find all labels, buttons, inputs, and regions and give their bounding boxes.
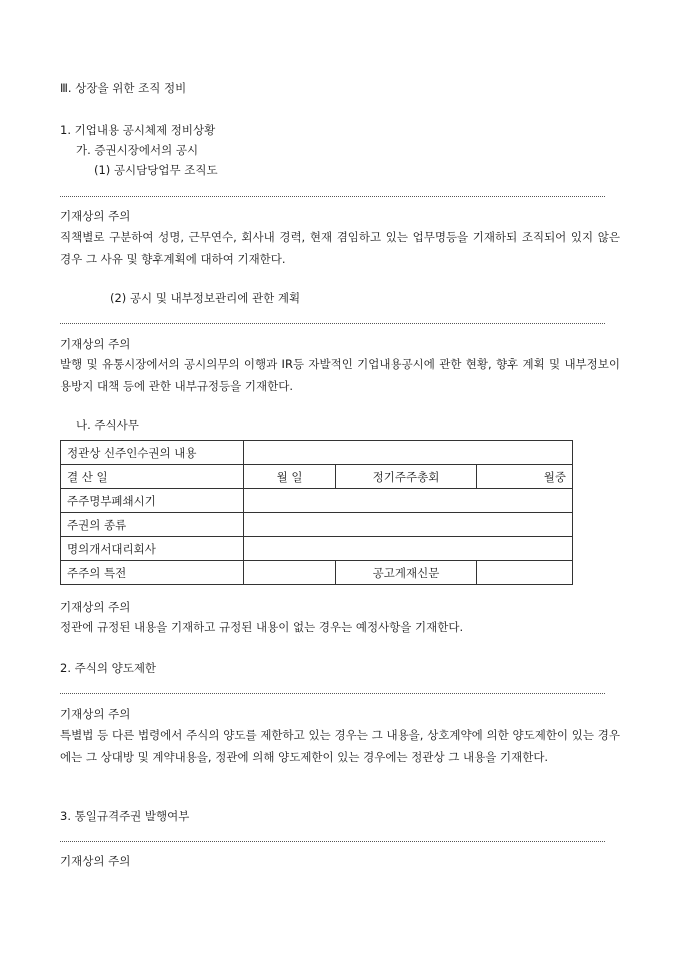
table-cell <box>244 537 573 561</box>
table-cell-meeting: 정기주주총회 <box>336 465 477 489</box>
note-heading: 기재상의 주의 <box>60 707 131 721</box>
table-cell <box>244 513 573 537</box>
table-label: 주주명부폐쇄시기 <box>61 489 244 513</box>
item2-title: 2. 주식의 양도제한 <box>60 661 157 675</box>
note-heading: 기재상의 주의 <box>60 209 131 223</box>
stock-affairs-table <box>60 440 573 585</box>
table-cell <box>244 489 573 513</box>
note-body: 특별법 등 다른 법령에서 주식의 양도를 제한하고 있는 경우는 그 내용을, 상호계약에 의한 양도제한이 있는 경우에는 그 상대방 및 계약내용을, 정관에 의해 양도제한이 있는 경우에는 정관상 그 내용을 기재한다. <box>60 728 620 764</box>
table-cell-date: 월 일 <box>244 465 336 489</box>
table-label: 주주의 특전 <box>61 561 244 585</box>
table-label: 정관상 신주인수권의 내용 <box>61 441 244 465</box>
note-body: 발행 및 유통시장에서의 공시의무의 이행과 IR등 자발적인 기업내용공시에 관한 현황, 향후 계획 및 내부정보이용방지 대책 등에 관한 내부규정등을 기재한다. <box>60 357 620 393</box>
note-body: 직책별로 구분하여 성명, 근무연수, 회사내 경력, 현재 겸임하고 있는 업무명등을 기재하되 조직되어 있지 않은 경우 그 사유 및 향후계획에 대하여 기재한다. <box>60 230 620 266</box>
table-row <box>61 465 573 489</box>
fill-line <box>60 323 605 324</box>
table-row <box>61 513 573 537</box>
item1-sub-b: 나. 주식사무 <box>76 418 139 432</box>
fill-line <box>60 693 605 694</box>
table-cell-newspaper: 공고게재신문 <box>336 561 477 585</box>
table-row <box>61 489 573 513</box>
table-row <box>61 537 573 561</box>
section-title: Ⅲ. 상장을 위한 조직 정비 <box>60 81 187 95</box>
table-row <box>61 561 573 585</box>
note-body: 정관에 규정된 내용을 기재하고 규정된 내용이 없는 경우는 예정사항을 기재한다. <box>60 620 464 634</box>
fill-line <box>60 841 605 842</box>
table-cell <box>244 441 573 465</box>
fill-line <box>60 196 605 197</box>
item1-sub-a2: (2) 공시 및 내부정보관리에 관한 계획 <box>110 291 301 305</box>
table-cell <box>477 561 573 585</box>
item1-sub-a: 가. 증권시장에서의 공시 <box>76 143 199 157</box>
table-label: 명의개서대리회사 <box>61 537 244 561</box>
table-row <box>61 441 573 465</box>
note-heading: 기재상의 주의 <box>60 337 131 351</box>
table-label: 주권의 종류 <box>61 513 244 537</box>
table-cell-month: 월중 <box>477 465 573 489</box>
table-cell <box>244 561 336 585</box>
table-label: 결 산 일 <box>61 465 244 489</box>
item1-sub-a1: (1) 공시담당업무 조직도 <box>94 163 218 177</box>
note-heading: 기재상의 주의 <box>60 600 131 614</box>
note-heading: 기재상의 주의 <box>60 854 131 868</box>
item3-title: 3. 통일규격주권 발행여부 <box>60 809 190 823</box>
item1-title: 1. 기업내용 공시체제 정비상황 <box>60 123 216 137</box>
